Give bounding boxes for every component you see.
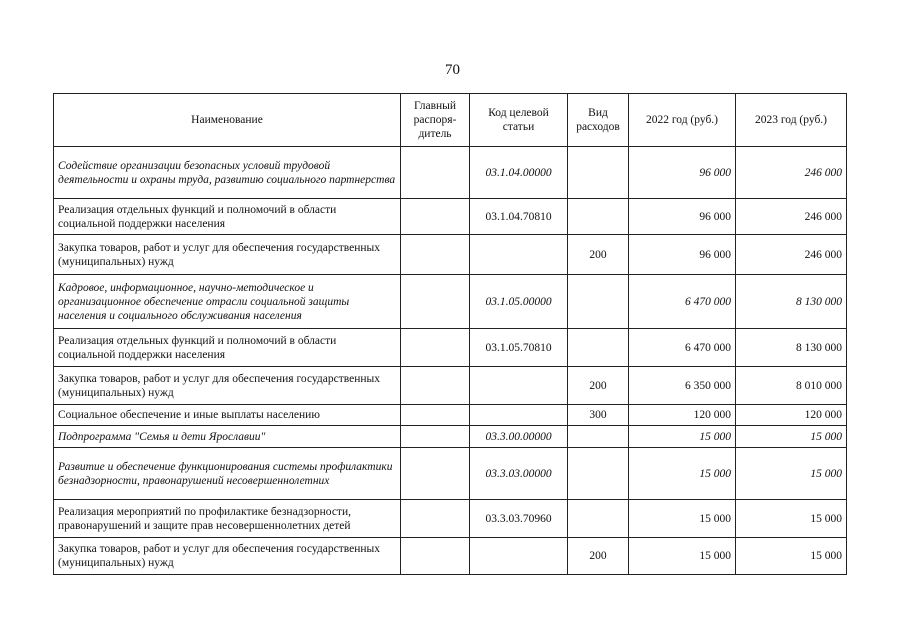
row-2023: 8 130 000 [736, 275, 847, 329]
budget-table [53, 93, 847, 575]
table-row [54, 448, 847, 500]
row-2022: 6 470 000 [629, 329, 736, 367]
row-2023: 8 010 000 [736, 367, 847, 405]
row-chief [401, 329, 470, 367]
row-code [470, 367, 568, 405]
header-name: Наименование [54, 94, 401, 147]
row-kind [568, 329, 629, 367]
row-chief [401, 538, 470, 575]
row-chief [401, 500, 470, 538]
row-name: Реализация отдельных функций и полномочий в области социальной поддержки населения [54, 329, 401, 367]
row-2022: 15 000 [629, 538, 736, 575]
row-name: Закупка товаров, работ и услуг для обеспечения государственных (муниципальных) нужд [54, 367, 401, 405]
row-2022: 6 350 000 [629, 367, 736, 405]
row-2023: 120 000 [736, 405, 847, 426]
row-code: 03.3.03.00000 [470, 448, 568, 500]
row-chief [401, 199, 470, 235]
row-chief [401, 448, 470, 500]
row-name: Реализация мероприятий по профилактике безнадзорности, правонарушений и защите прав несовершеннолетних детей [54, 500, 401, 538]
row-code [470, 538, 568, 575]
row-2022: 15 000 [629, 500, 736, 538]
row-2022: 96 000 [629, 235, 736, 275]
row-kind: 200 [568, 235, 629, 275]
table-row [54, 405, 847, 426]
row-2023: 15 000 [736, 538, 847, 575]
row-name: Реализация отдельных функций и полномочий в области социальной поддержки населения [54, 199, 401, 235]
row-2023: 246 000 [736, 147, 847, 199]
row-kind [568, 426, 629, 448]
row-kind [568, 199, 629, 235]
page-number: 70 [445, 62, 460, 78]
row-code: 03.1.05.00000 [470, 275, 568, 329]
row-2023: 246 000 [736, 235, 847, 275]
row-chief [401, 147, 470, 199]
row-2022: 15 000 [629, 426, 736, 448]
table-header-row [54, 94, 847, 147]
row-kind [568, 147, 629, 199]
row-chief [401, 275, 470, 329]
row-2023: 8 130 000 [736, 329, 847, 367]
row-2022: 96 000 [629, 147, 736, 199]
row-name: Социальное обеспечение и иные выплаты населению [54, 405, 401, 426]
row-kind: 200 [568, 538, 629, 575]
row-name: Подпрограмма "Семья и дети Ярославии" [54, 426, 401, 448]
row-kind: 200 [568, 367, 629, 405]
table-row [54, 500, 847, 538]
table-row [54, 367, 847, 405]
header-code: Код целевой статьи [470, 94, 568, 147]
row-name: Развитие и обеспечение функционирования системы профилактики безнадзорности, правонарушений несовершеннолетних [54, 448, 401, 500]
row-kind: 300 [568, 405, 629, 426]
row-name: Закупка товаров, работ и услуг для обеспечения государственных (муниципальных) нужд [54, 538, 401, 575]
row-code: 03.1.04.70810 [470, 199, 568, 235]
row-2022: 96 000 [629, 199, 736, 235]
row-2022: 15 000 [629, 448, 736, 500]
row-chief [401, 426, 470, 448]
row-code: 03.3.00.00000 [470, 426, 568, 448]
header-2022: 2022 год (руб.) [629, 94, 736, 147]
row-code: 03.3.03.70960 [470, 500, 568, 538]
row-code: 03.1.04.00000 [470, 147, 568, 199]
table-row [54, 426, 847, 448]
table-row [54, 329, 847, 367]
header-chief: Главный распоря-дитель [401, 94, 470, 147]
row-chief [401, 367, 470, 405]
row-2022: 6 470 000 [629, 275, 736, 329]
row-kind [568, 500, 629, 538]
row-code [470, 235, 568, 275]
row-2023: 15 000 [736, 448, 847, 500]
row-chief [401, 235, 470, 275]
row-2023: 15 000 [736, 426, 847, 448]
row-kind [568, 448, 629, 500]
table-row [54, 147, 847, 199]
table-row [54, 235, 847, 275]
row-2022: 120 000 [629, 405, 736, 426]
header-2023: 2023 год (руб.) [736, 94, 847, 147]
row-chief [401, 405, 470, 426]
row-name: Закупка товаров, работ и услуг для обеспечения государственных (муниципальных) нужд [54, 235, 401, 275]
row-name: Кадровое, информационное, научно-методическое и организационное обеспечение отрасли социальной защиты населения и социального обслуживания населения [54, 275, 401, 329]
row-2023: 15 000 [736, 500, 847, 538]
table-row [54, 199, 847, 235]
row-kind [568, 275, 629, 329]
row-code [470, 405, 568, 426]
row-code: 03.1.05.70810 [470, 329, 568, 367]
row-name: Содействие организации безопасных условий трудовой деятельности и охраны труда, развитию социального партнерства [54, 147, 401, 199]
table-row [54, 275, 847, 329]
row-2023: 246 000 [736, 199, 847, 235]
table-row [54, 538, 847, 575]
header-kind: Вид расходов [568, 94, 629, 147]
